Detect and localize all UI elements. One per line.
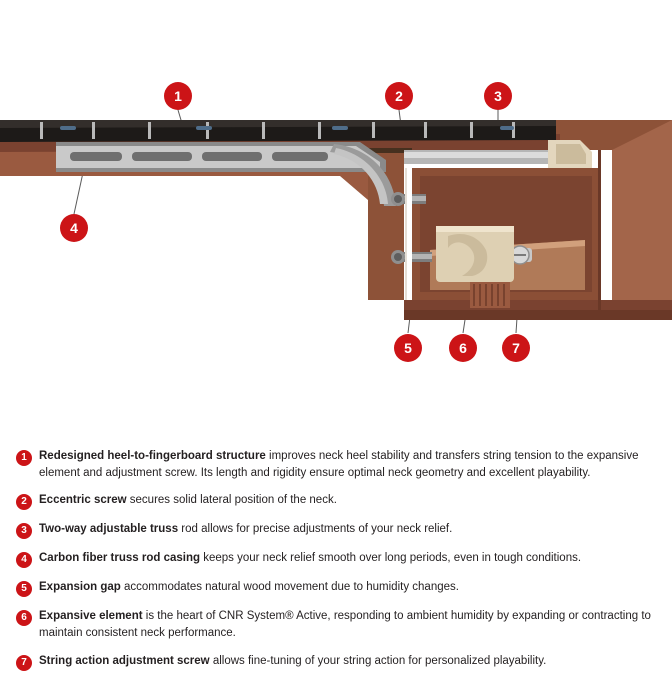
- legend-term: Two-way adjustable truss: [39, 523, 179, 536]
- legend-term: Expansion gap: [39, 581, 121, 594]
- marker-1[interactable]: 1: [164, 82, 192, 110]
- marker-5[interactable]: 5: [394, 334, 422, 362]
- legend-number: 3: [16, 523, 32, 539]
- legend-text: [39, 550, 581, 567]
- marker-4[interactable]: 4: [60, 214, 88, 242]
- legend-text: [39, 653, 546, 670]
- legend-description: improves neck heel stability and transfers string tension to the expansive element and adjustment screw. Its length and rigidity ensure optimal neck geometry and excellent playability.: [39, 450, 639, 479]
- expansion-gap: [405, 168, 412, 300]
- legend-term: Eccentric screw: [39, 494, 127, 507]
- legend-term: Redesigned heel-to-fingerboard structure: [39, 450, 266, 462]
- legend-list: [0, 448, 672, 682]
- legend-item: [0, 653, 672, 671]
- legend-item: [0, 550, 672, 568]
- legend-item: [0, 579, 672, 597]
- legend-number: 2: [16, 494, 32, 510]
- marker-3[interactable]: 3: [484, 82, 512, 110]
- legend-description: accommodates natural wood movement due to humidity changes.: [120, 581, 459, 594]
- legend-description: rod allows for precise adjustments of your neck relief.: [178, 523, 453, 536]
- legend-text: [39, 492, 337, 509]
- legend-item: [0, 608, 672, 641]
- legend-text: [39, 608, 654, 641]
- legend-description: keeps your neck relief smooth over long periods, even in tough conditions.: [200, 552, 582, 565]
- legend-text: [39, 579, 459, 596]
- legend-item: [0, 521, 672, 539]
- legend-number: 1: [16, 450, 32, 466]
- legend-number: 5: [16, 581, 32, 597]
- legend-description: allows fine-tuning of your string action for personalized playability.: [209, 654, 547, 667]
- legend-term: Carbon fiber truss rod casing: [39, 552, 201, 565]
- legend-text: [39, 448, 654, 481]
- legend-item: [0, 492, 672, 510]
- legend-term: String action adjustment screw: [39, 654, 210, 667]
- legend-term: Expansive element: [39, 610, 143, 623]
- legend-number: 7: [16, 655, 32, 671]
- marker-2[interactable]: 2: [385, 82, 413, 110]
- legend-number: 4: [16, 552, 32, 568]
- marker-7[interactable]: 7: [502, 334, 530, 362]
- marker-6[interactable]: 6: [449, 334, 477, 362]
- legend-description: secures solid lateral position of the neck.: [126, 494, 337, 507]
- legend-text: [39, 521, 452, 538]
- cavity-edge: [598, 150, 601, 310]
- legend-description: is the heart of CNR System® Active, responding to ambient humidity by expanding or contracting to maintain consistent neck performance.: [39, 610, 651, 640]
- legend-number: 6: [16, 610, 32, 626]
- legend-item: [0, 448, 672, 481]
